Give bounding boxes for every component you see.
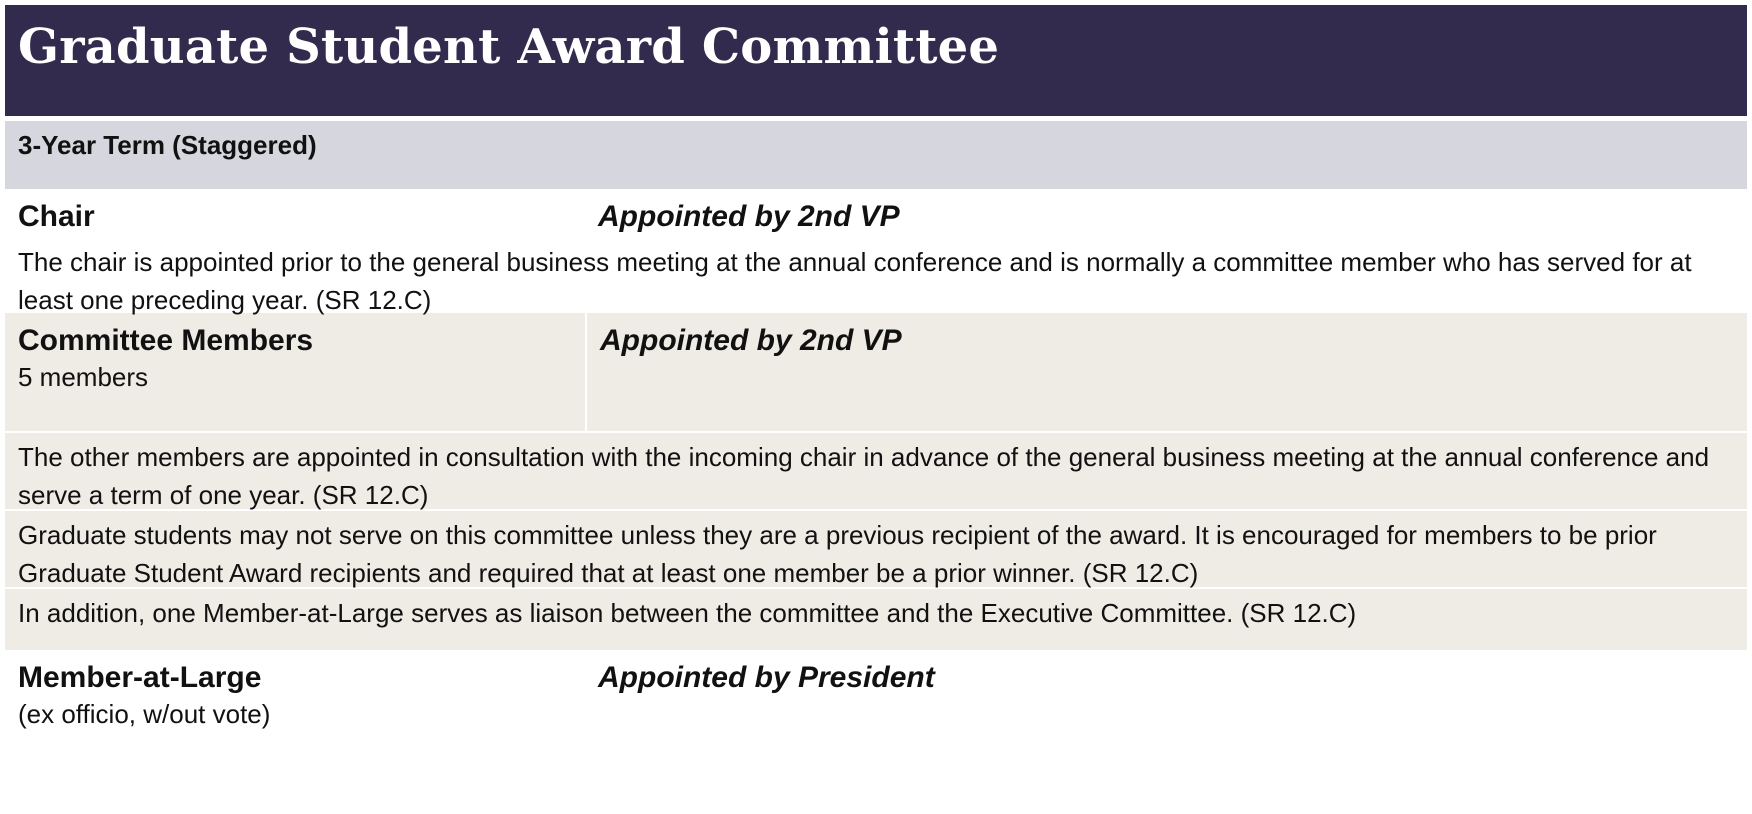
page-title: Graduate Student Award Committee — [18, 19, 1000, 75]
title-bar — [5, 5, 1747, 116]
chair-description-text: The chair is appointed prior to the general business meeting at the annual conference and is normally a committee member who has served for at least one preceding year. (SR 12.C) — [18, 247, 1692, 315]
members-appointed: Appointed by 2nd VP — [600, 324, 902, 357]
members-note-1 — [5, 433, 1747, 509]
members-appointed-cell — [585, 313, 1747, 431]
term-header — [5, 121, 1747, 189]
chair-description — [5, 241, 1747, 313]
member-at-large-appointed: Appointed by President — [598, 661, 935, 694]
members-label: Committee Members — [18, 324, 314, 357]
members-note-text: Graduate students may not serve on this committee unless they are a previous recipient of the award. It is encouraged for members to be prior Graduate Student Award recipients and required that at least one member be a prior winner. (SR 12.C) — [18, 520, 1657, 588]
members-label-cell — [5, 313, 585, 431]
member-at-large-row — [5, 650, 1747, 740]
document — [5, 5, 1747, 740]
members-note-3 — [5, 589, 1747, 650]
members-note-text: The other members are appointed in consultation with the incoming chair in advance of the general business meeting at the annual conference and serve a term of one year. (SR 12.C) — [18, 442, 1710, 510]
member-at-large-label: Member-at-Large — [18, 661, 262, 694]
members-row — [5, 313, 1747, 431]
chair-appointed: Appointed by 2nd VP — [598, 200, 900, 233]
term-label: 3-Year Term (Staggered) — [18, 130, 317, 160]
chair-label-cell — [5, 189, 585, 241]
member-at-large-appointed-cell — [585, 650, 1747, 740]
chair-label: Chair — [18, 200, 95, 233]
members-note-text: In addition, one Member-at-Large serves as liaison between the committee and the Executive Committee. (SR 12.C) — [18, 598, 1357, 628]
member-at-large-label-cell — [5, 650, 585, 740]
members-note-2 — [5, 511, 1747, 587]
chair-appointed-cell — [585, 189, 1747, 241]
members-count: 5 members — [18, 362, 149, 392]
chair-row — [5, 189, 1747, 241]
member-at-large-note: (ex officio, w/out vote) — [18, 699, 271, 729]
